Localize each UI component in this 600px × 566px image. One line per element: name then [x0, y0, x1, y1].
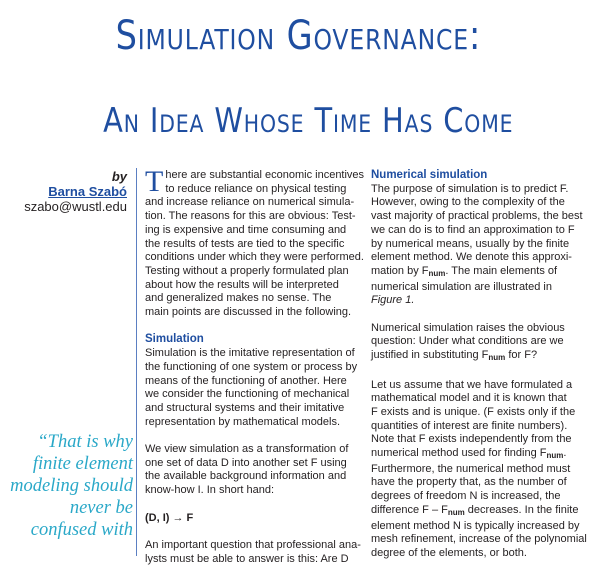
- text-line: However, owing to the complexity of the: [371, 196, 565, 209]
- text-line: to reduce reliance on physical testing: [165, 182, 347, 195]
- column-divider: [136, 168, 137, 556]
- text-line: Let us assume that we have formulated a: [371, 378, 573, 391]
- text-line: numerical simulation are illustrated in: [371, 280, 552, 293]
- text-line: here are substantial economic incentives: [165, 169, 365, 181]
- text-line: we can do is to find an approximation to F: [371, 223, 575, 236]
- article-column-2: [371, 169, 599, 561]
- subscript: num: [428, 268, 446, 278]
- text-line: one set of data D into another set F using: [145, 456, 347, 469]
- purpose-paragraph: [371, 183, 599, 308]
- text-line: Note that F exists independently from the: [371, 433, 572, 446]
- text-line: difference F – $F_{num}$ decreases. In the finite: [371, 503, 579, 517]
- text-line: quantities of interest are finite numbers).: [371, 419, 568, 432]
- text-line: representation by mathematical models.: [145, 415, 341, 428]
- text-line: and generalized makes no sense. The: [145, 292, 332, 305]
- author-name[interactable]: Barna Szabó: [48, 184, 127, 199]
- text-line: by numerical means, usually by the finite: [371, 237, 570, 250]
- text-line: we consider the functioning of mechanical: [145, 388, 350, 401]
- transformation-paragraph: [145, 443, 357, 498]
- text-line: lysts must be able to answer is this: Are D: [145, 552, 349, 565]
- text-line: and structural systems and their imitative: [145, 401, 345, 414]
- author-email[interactable]: szabo@wustl.edu: [24, 199, 127, 214]
- pull-quote-line: never be: [69, 498, 133, 518]
- subscript: num: [447, 507, 465, 517]
- text-line: An important question that professional ana-: [145, 538, 361, 551]
- text-line: Testing without a properly formulated plan: [145, 264, 349, 277]
- text-line: the results of tests are tied to the specific: [145, 237, 345, 250]
- assumption-paragraph: [371, 379, 599, 561]
- text-line: ing is expensive and time consuming and: [145, 223, 347, 236]
- text-line: have the property that, as the number of: [371, 476, 567, 489]
- section-heading-simulation: Simulation: [145, 333, 204, 346]
- text-line: We view simulation as a transformation of: [145, 443, 349, 456]
- subscript: num: [546, 451, 564, 461]
- pull-quote: [0, 431, 133, 541]
- figure-reference[interactable]: Figure 1.: [371, 294, 415, 307]
- text-line: means of the functioning of another. Here: [145, 374, 347, 387]
- text-line: mathematical model and it is known that: [371, 392, 567, 405]
- text-line: element method. We denote this approxi-: [371, 251, 572, 264]
- pull-quote-line: “That is why: [37, 432, 133, 452]
- text-line: mation by $F_{num}$. The main elements of: [371, 264, 558, 278]
- text-line: the available background information and: [145, 470, 347, 483]
- text-line: and increase reliance on numerical simula-: [145, 196, 355, 209]
- text-line: question: Under what conditions are we: [371, 335, 564, 348]
- subscript: num: [488, 353, 506, 363]
- drop-cap: T: [145, 165, 164, 198]
- pull-quote-line: modeling should: [10, 476, 133, 496]
- question-paragraph: [145, 538, 361, 566]
- text-line: Furthermore, the numerical method must: [371, 462, 571, 475]
- section-heading-numerical-simulation: Numerical simulation: [371, 169, 488, 181]
- text-line: the functioning of one system or process by: [145, 360, 358, 373]
- intro-paragraph: [145, 165, 365, 320]
- text-line: justified in substituting $F_{num}$ for F?: [371, 349, 538, 363]
- text-line: The purpose of simulation is to predict F.: [371, 182, 569, 195]
- text-line: numerical method used for finding $F_{num}$.: [371, 447, 567, 461]
- text-line: degrees of freedom N is increased, the: [371, 490, 561, 503]
- text-line: vast majority of practical problems, the best: [371, 210, 583, 223]
- text-line: tion. The reasons for this are obvious: Test-: [145, 210, 356, 223]
- text-line: F exists and is unique. (F exists only if the: [371, 405, 576, 418]
- text-line: mesh refinement, increase of the polynomial: [371, 533, 587, 546]
- text-line: element method N is typically increased by: [371, 519, 580, 532]
- text-line: conditions under which they were performed.: [145, 251, 364, 264]
- text-line: main points are discussed in the following.: [145, 306, 352, 319]
- text-line: Simulation is the imitative representation of: [145, 347, 355, 360]
- simulation-paragraph: [145, 347, 357, 429]
- text-line: Numerical simulation raises the obvious: [371, 321, 565, 334]
- text-line: know-how I. In short hand:: [145, 484, 275, 497]
- text-line: about how the results will be interpreted: [145, 278, 339, 291]
- pull-quote-line: confused with: [30, 520, 133, 540]
- formula: (D, I) → F: [145, 511, 194, 524]
- byline-by: by: [111, 169, 127, 184]
- article-column-1: [145, 165, 365, 566]
- title-line-2: An Idea Whose Time Has Come: [103, 101, 514, 141]
- pull-quote-line: finite element: [32, 454, 133, 474]
- byline: [0, 169, 127, 214]
- question-paragraph-2: [371, 322, 599, 365]
- title-line-1: Simulation Governance:: [115, 13, 482, 59]
- text-line: degree of the elements, or both.: [371, 546, 527, 559]
